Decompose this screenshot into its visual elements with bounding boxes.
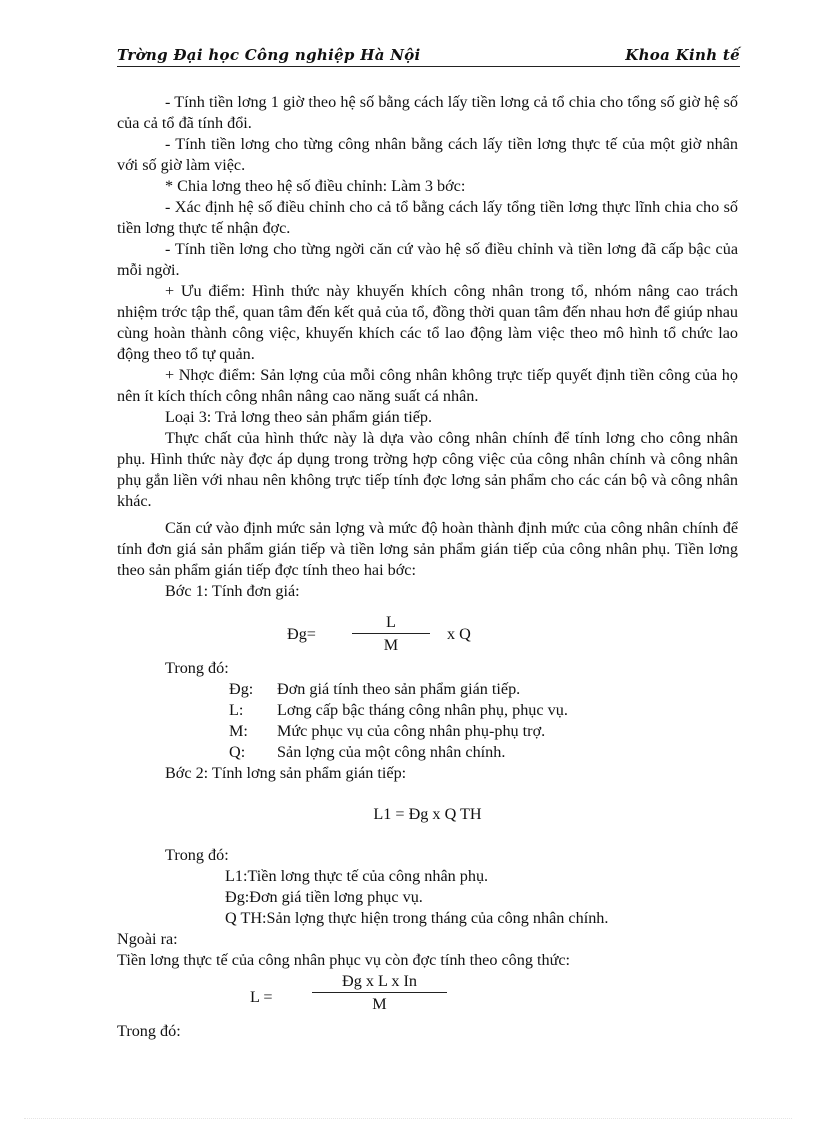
paragraph: Căn cứ vào định mức sản lợng và mức độ hoàn thành định mức của công nhân chính để tính đơn giá sản phẩm gián tiếp và tiền lơng sản phẩm gián tiếp của công nhân phụ. Tiền lơng theo sản phẩm gián tiếp đợc tính theo hai bớc:: [117, 519, 738, 579]
where-label: Trong đó:: [117, 1022, 181, 1040]
paragraph: * Chia lơng theo hệ số điều chỉnh: Làm 3 bớc:: [165, 177, 466, 195]
definition-row: Đg: Đơn giá tiền lơng phục vụ.: [225, 888, 423, 906]
paragraph: - Tính tiền lơng 1 giờ theo hệ số bằng cách lấy tiền lơng cả tổ chia cho tổng số giờ hệ số của cả tổ đã tính đổi.: [117, 93, 738, 132]
formula-unit-price: [117, 602, 738, 652]
formula-numerator: Đg x L x In: [342, 972, 417, 990]
step-1-label: Bớc 1: Tính đơn giá:: [165, 582, 300, 600]
paragraph: - Xác định hệ số điều chỉnh cho cả tổ bằng cách lấy tổng tiền lơng thực lĩnh chia cho số tiền lơng thực tế nhận đợc.: [117, 198, 738, 237]
page-bottom-border: [24, 1118, 792, 1119]
header-faculty: Khoa Kinh tế: [625, 46, 740, 64]
formula-service-wage: [117, 971, 738, 1021]
where-label: Trong đó:: [165, 846, 229, 864]
definition-row: L1: Tiền lơng thực tế của công nhân phụ.: [225, 867, 489, 885]
paragraph: - Tính tiền lơng cho từng công nhân bằng cách lấy tiền lơng thực tế của một giờ nhân với số giờ làm việc.: [117, 135, 738, 174]
page-header: [117, 44, 740, 67]
disadvantages-paragraph: + Nhợc điểm: Sản lợng của mỗi công nhân không trực tiếp quyết định tiền công của họ nên ít kích thích công nhân nâng cao năng suất cá nhân.: [117, 366, 738, 405]
definition-row: M: Mức phục vụ của công nhân phụ-phụ trợ.: [229, 722, 546, 740]
section-heading: Loại 3: Trả lơng theo sản phẩm gián tiếp.: [165, 408, 433, 426]
definitions-list: [117, 866, 738, 929]
formula-multiplier: x Q: [447, 625, 471, 643]
advantages-paragraph: + Ưu điểm: Hình thức này khuyến khích công nhân trong tổ, nhóm nâng cao trách nhiệm trớc tập thể, quan tâm đến kết quả của tổ, đồng thời quan tâm đến nhau hơn để giúp nhau cùng hoàn thành công việc, khuyến khích các tổ lao động làm việc theo mô hình tổ chức lao động theo tổ tự quản.: [117, 282, 738, 363]
formula-denominator: M: [372, 995, 387, 1013]
definition-row: Q: Sản lợng của một công nhân chính.: [229, 743, 506, 761]
paragraph: Thực chất của hình thức này là dựa vào công nhân chính để tính lơng cho công nhân phụ. Hình thức này đợc áp dụng trong trờng hợp công việc của công nhân chính và công nhân phụ gắn liền với nhau nên không trực tiếp tính đợc lơng sản phẩm cho các cán bộ và công nhân khác.: [117, 429, 738, 510]
document-body: [117, 92, 738, 1042]
header-school: Trờng Đại học Công nghiệp Hà Nội: [117, 46, 421, 64]
paragraph: Tiền lơng thực tế của công nhân phục vụ còn đợc tính theo công thức:: [117, 951, 571, 969]
definition-row: L: Lơng cấp bậc tháng công nhân phụ, phục vụ.: [229, 701, 568, 719]
definitions-list: [117, 679, 738, 763]
formula-fraction: [352, 612, 430, 656]
definition-row: Đg: Đơn giá tính theo sản phẩm gián tiếp.: [229, 680, 521, 698]
formula-indirect-wage: L1 = Đg x Q TH: [373, 805, 482, 823]
where-label: Trong đó:: [165, 659, 229, 677]
formula-lhs: Đg=: [287, 625, 316, 643]
formula-lhs: L =: [250, 988, 273, 1006]
step-2-label: Bớc 2: Tính lơng sản phẩm gián tiếp:: [165, 764, 407, 782]
formula-denominator: M: [383, 636, 399, 654]
definition-row: Q TH: Sản lợng thực hiện trong tháng của công nhân chính.: [225, 909, 609, 927]
additional-label: Ngoài ra:: [117, 930, 178, 948]
paragraph: - Tính tiền lơng cho từng ngời căn cứ vào hệ số điều chỉnh và tiền lơng đã cấp bậc của mỗi ngời.: [117, 240, 738, 279]
formula-fraction: [312, 971, 447, 1015]
formula-numerator: L: [386, 613, 396, 631]
